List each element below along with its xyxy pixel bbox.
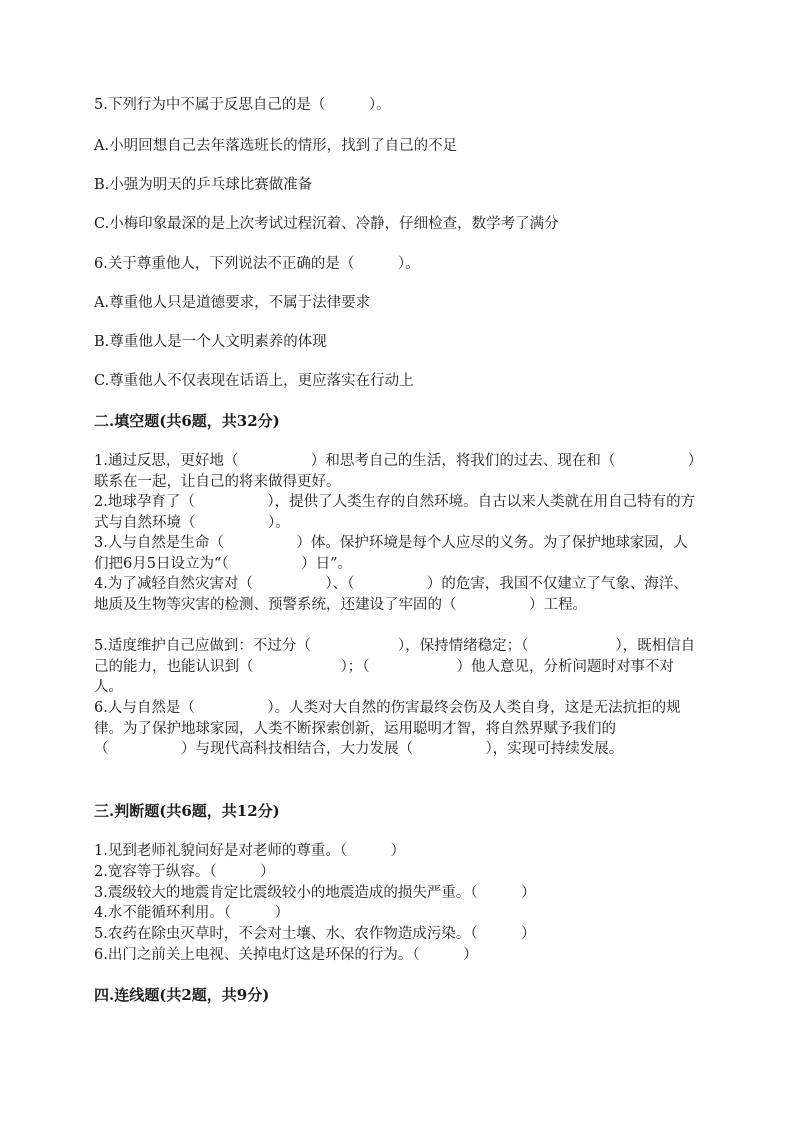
question-6-option-a: A.尊重他人只是道德要求，不属于法律要求	[94, 295, 371, 311]
judge-item-5: 5.农药在除虫灭草时，不会对土壤、水、农作物造成污染。（ ）	[94, 926, 536, 942]
question-5-option-c: C.小梅印象最深的是上次考试过程沉着、冷静，仔细检查，数学考了满分	[94, 216, 559, 232]
fill-item-5: 5.适度维护自己应做到：不过分（ ），保持情绪稳定；（ ），既相信自己的能力，也能认识到（ ）；（ ）他人意见，分析问题时对事不对人。	[94, 638, 696, 695]
fill-item-2: 2.地球孕育了（ ），提供了人类生存的自然环境。自古以来人类就在用自己特有的方式与自然环境（ ）。	[94, 494, 696, 531]
judge-item-3: 3.震级较大的地震肯定比震级较小的地震造成的损失严重。（ ）	[94, 885, 536, 901]
question-6: 6.关于尊重他人，下列说法不正确的是（ ）。	[94, 256, 420, 272]
fill-item-4: 4.为了减轻自然灾害对（ ）、（ ）的危害，我国不仅建立了气象、海洋、地质及生物等灾害的检测、预警系统，还建设了牢固的（ ）工程。	[94, 576, 688, 613]
section-4-title: 四.连线题(共2题，共9分)	[94, 986, 270, 1004]
fill-item-3: 3.人与自然是生命（ ）体。保护环境是每个人应尽的义务。为了保护地球家园，人们把6月5日设立为“（ ）日”。	[94, 535, 688, 572]
question-6-option-b: B.尊重他人是一个人文明素养的体现	[94, 334, 327, 350]
fill-item-6: 6.人与自然是（ ）。人类对大自然的伤害最终会伤及人类自身，这是无法抗拒的规律。为了保护地球家园，人类不断探索创新，运用聪明才智，将自然界赋予我们的（ ）与现代高科技相结合，大力发展（ ），实现可持续发展。	[94, 700, 681, 757]
judge-item-2: 2.宽容等于纵容。（ ）	[94, 864, 275, 880]
fill-item-1: 1.通过反思，更好地（ ）和思考自己的生活，将我们的过去、现在和（ ）联系在一起，让自己的将来做得更好。	[94, 453, 696, 490]
question-5: 5.下列行为中不属于反思自己的是（ ）。	[94, 97, 391, 113]
section-2-title: 二.填空题(共6题，共32分)	[94, 412, 280, 430]
judge-item-1: 1.见到老师礼貌问好是对老师的尊重。（ ）	[94, 843, 406, 859]
section-3-title: 三.判断题(共6题，共12分)	[94, 802, 280, 820]
question-5-option-a: A.小明回想自己去年落选班长的情形，找到了自己的不足	[94, 138, 458, 154]
question-6-option-c: C.尊重他人不仅表现在话语上，更应落实在行动上	[94, 373, 414, 389]
judge-item-6: 6.出门之前关上电视、关掉电灯这是环保的行为。（ ）	[94, 947, 478, 963]
question-5-option-b: B.小强为明天的乒乓球比赛做准备	[94, 177, 313, 193]
judge-item-4: 4.水不能循环利用。（ ）	[94, 905, 290, 921]
